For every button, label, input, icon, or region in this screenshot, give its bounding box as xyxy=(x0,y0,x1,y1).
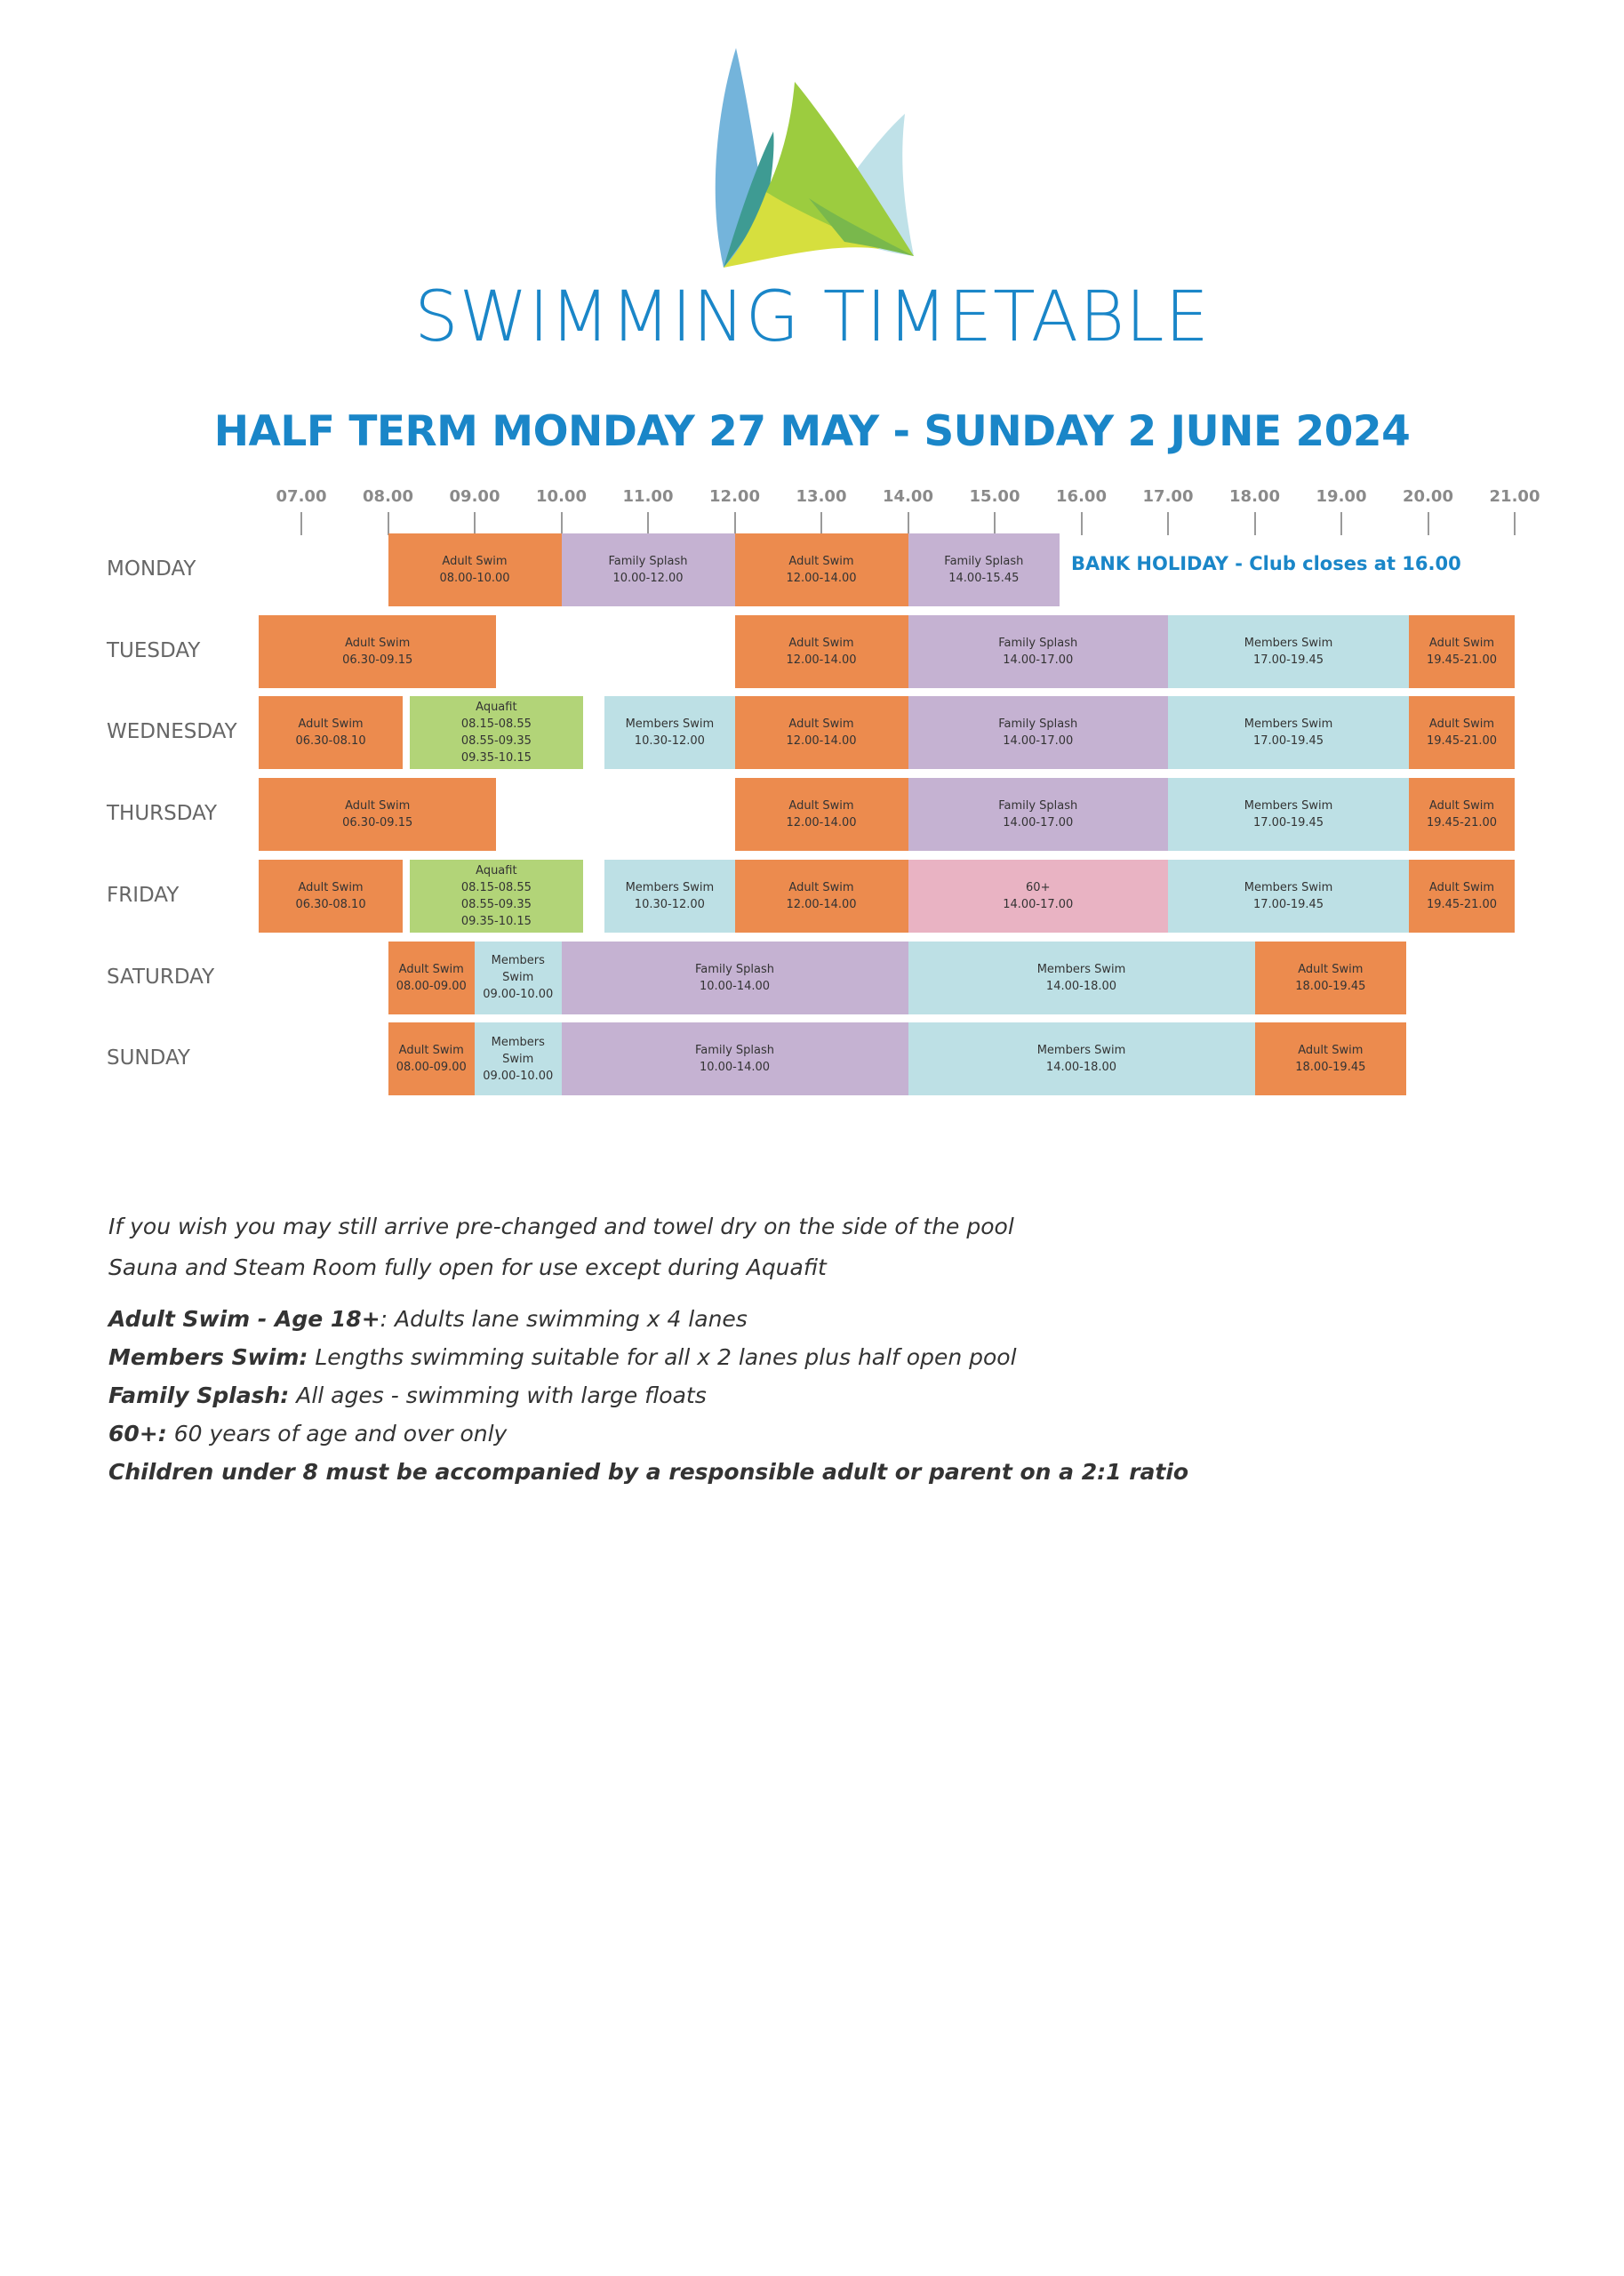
session-label: Adult Swim 19.45-21.00 xyxy=(1426,636,1498,667)
hour-tick xyxy=(647,512,649,535)
session-block-family xyxy=(908,615,1169,688)
note-adult-swim xyxy=(108,1306,748,1332)
hour-label: 15.00 xyxy=(969,487,1020,506)
session-label: Members Swim 09.00-10.00 xyxy=(483,954,554,1001)
session-label: Members Swim 14.00-18.00 xyxy=(1036,1044,1126,1075)
hour-tick xyxy=(1167,512,1169,535)
session-block-adult xyxy=(1255,942,1407,1014)
session-label: Adult Swim 08.00-09.00 xyxy=(396,962,467,993)
session-label: Members Swim 17.00-19.45 xyxy=(1244,880,1333,911)
hour-tick xyxy=(300,512,302,535)
session-label: Adult Swim 19.45-21.00 xyxy=(1426,799,1498,830)
session-block-members xyxy=(604,860,734,933)
session-block-adult xyxy=(388,533,562,606)
hour-label: 12.00 xyxy=(709,487,760,506)
note-sixty-desc: 60 years of age and over only xyxy=(166,1421,508,1447)
session-label: Adult Swim 06.30-09.15 xyxy=(342,799,413,830)
session-label: Family Splash 14.00-17.00 xyxy=(998,636,1078,667)
hour-label: 10.00 xyxy=(536,487,587,506)
note-sixty-term: 60+: xyxy=(108,1421,167,1447)
session-label: Members Swim 17.00-19.45 xyxy=(1244,636,1333,667)
session-block-sixty xyxy=(908,860,1169,933)
note-sixty-plus xyxy=(108,1421,507,1447)
session-block-adult xyxy=(735,860,908,933)
session-block-members xyxy=(1168,615,1409,688)
note-members-term: Members Swim: xyxy=(108,1344,308,1370)
hour-label: 13.00 xyxy=(796,487,847,506)
session-label: 60+ 14.00-17.00 xyxy=(1003,880,1074,911)
session-label: Adult Swim 06.30-09.15 xyxy=(342,636,413,667)
session-block-members xyxy=(604,696,734,769)
hour-label: 16.00 xyxy=(1056,487,1107,506)
session-block-adult xyxy=(1255,1022,1407,1095)
hour-label: 20.00 xyxy=(1403,487,1453,506)
session-label: Adult Swim 12.00-14.00 xyxy=(786,636,857,667)
session-block-adult xyxy=(388,1022,476,1095)
session-block-aquafit xyxy=(410,696,583,769)
note-sauna: Sauna and Steam Room fully open for use except during Aquafit xyxy=(108,1254,827,1280)
hour-tick xyxy=(1081,512,1083,535)
session-block-members xyxy=(1168,860,1409,933)
session-block-adult xyxy=(259,778,496,851)
hour-label: 17.00 xyxy=(1142,487,1194,506)
session-label: Family Splash 10.00-14.00 xyxy=(694,1044,775,1075)
hour-tick xyxy=(1514,512,1516,535)
session-label: Adult Swim 12.00-14.00 xyxy=(786,799,857,830)
session-block-members xyxy=(475,942,562,1014)
day-label-thursday: THURSDAY xyxy=(107,802,218,826)
hour-tick xyxy=(561,512,563,535)
session-label: Adult Swim 19.45-21.00 xyxy=(1426,880,1498,911)
day-label-monday: MONDAY xyxy=(107,557,196,581)
sail-logo xyxy=(702,43,960,283)
session-label: Family Splash 14.00-15.45 xyxy=(944,555,1024,585)
session-label: Adult Swim 12.00-14.00 xyxy=(786,880,857,911)
note-family-term: Family Splash: xyxy=(108,1382,290,1408)
session-label: Family Splash 10.00-12.00 xyxy=(608,555,688,585)
session-label: Adult Swim 06.30-08.10 xyxy=(295,880,366,911)
session-label: Members Swim 14.00-18.00 xyxy=(1036,962,1126,993)
session-label: Family Splash 14.00-17.00 xyxy=(998,799,1078,830)
session-block-adult xyxy=(1409,778,1515,851)
session-block-family xyxy=(562,1022,908,1095)
session-label: Adult Swim 12.00-14.00 xyxy=(786,555,857,585)
hour-label: 11.00 xyxy=(622,487,674,506)
session-label: Adult Swim 08.00-09.00 xyxy=(396,1044,467,1075)
hour-label: 07.00 xyxy=(276,487,327,506)
session-block-adult xyxy=(735,696,908,769)
session-block-members xyxy=(908,942,1255,1014)
session-block-members xyxy=(475,1022,562,1095)
session-block-adult xyxy=(735,778,908,851)
day-label-tuesday: TUESDAY xyxy=(107,638,201,662)
session-label: Members Swim 17.00-19.45 xyxy=(1244,717,1333,749)
note-adult-desc: : Adults lane swimming x 4 lanes xyxy=(380,1306,748,1332)
day-label-wednesday: WEDNESDAY xyxy=(107,720,237,744)
session-block-adult xyxy=(735,615,908,688)
hour-tick xyxy=(1428,512,1429,535)
page-subtitle: HALF TERM MONDAY 27 MAY - SUNDAY 2 JUNE 2024 xyxy=(213,407,1411,456)
hour-label: 18.00 xyxy=(1229,487,1280,506)
session-block-adult xyxy=(735,533,908,606)
hour-label: 21.00 xyxy=(1489,487,1540,506)
hour-tick xyxy=(908,512,909,535)
session-label: Adult Swim 18.00-19.45 xyxy=(1295,962,1366,993)
session-block-adult xyxy=(388,942,476,1014)
session-label: Members Swim 10.30-12.00 xyxy=(625,717,715,749)
session-block-family xyxy=(562,533,735,606)
hour-label: 14.00 xyxy=(883,487,933,506)
session-label: Adult Swim 06.30-08.10 xyxy=(295,717,366,749)
hour-tick xyxy=(388,512,389,535)
session-label: Members Swim 17.00-19.45 xyxy=(1244,799,1333,830)
day-label-sunday: SUNDAY xyxy=(107,1046,190,1070)
session-block-family xyxy=(908,778,1169,851)
hour-label: 19.00 xyxy=(1316,487,1367,506)
note-family-desc: All ages - swimming with large floats xyxy=(289,1382,707,1408)
session-label: Members Swim 09.00-10.00 xyxy=(483,1035,554,1083)
session-label: Family Splash 14.00-17.00 xyxy=(998,717,1078,749)
bank-holiday-note: BANK HOLIDAY - Club closes at 16.00 xyxy=(1071,553,1461,574)
session-block-adult xyxy=(1409,696,1515,769)
note-members-desc: Lengths swimming suitable for all x 2 lanes plus half open pool xyxy=(308,1344,1017,1370)
session-block-adult xyxy=(259,696,403,769)
session-block-members xyxy=(1168,778,1409,851)
note-children: Children under 8 must be accompanied by a responsible adult or parent on a 2:1 ratio xyxy=(108,1459,1189,1485)
session-label: Aquafit 08.15-08.55 08.55-09.35 09.35-10.15 xyxy=(460,701,532,765)
session-label: Family Splash 10.00-14.00 xyxy=(694,962,775,993)
session-label: Members Swim 10.30-12.00 xyxy=(625,880,715,911)
session-label: Aquafit 08.15-08.55 08.55-09.35 09.35-10.15 xyxy=(460,863,532,928)
day-label-saturday: SATURDAY xyxy=(107,965,215,989)
hour-tick xyxy=(734,512,736,535)
session-block-members xyxy=(1168,696,1409,769)
session-block-family xyxy=(908,533,1060,606)
session-block-aquafit xyxy=(410,860,583,933)
note-members-swim xyxy=(108,1344,1017,1370)
session-block-adult xyxy=(259,860,403,933)
hour-tick xyxy=(1254,512,1256,535)
session-block-adult xyxy=(259,615,496,688)
hour-label: 09.00 xyxy=(449,487,500,506)
session-label: Adult Swim 08.00-10.00 xyxy=(439,555,510,585)
session-block-adult xyxy=(1409,615,1515,688)
session-label: Adult Swim 18.00-19.45 xyxy=(1295,1044,1366,1075)
note-adult-term: Adult Swim - Age 18+ xyxy=(108,1306,380,1332)
session-label: Adult Swim 12.00-14.00 xyxy=(786,717,857,749)
session-block-adult xyxy=(1409,860,1515,933)
note-family-splash xyxy=(108,1382,707,1408)
session-block-family xyxy=(908,696,1169,769)
note-prechanged: If you wish you may still arrive pre-changed and towel dry on the side of the pool xyxy=(108,1214,1014,1239)
hour-tick xyxy=(1340,512,1342,535)
session-block-family xyxy=(562,942,908,1014)
session-label: Adult Swim 19.45-21.00 xyxy=(1426,717,1498,749)
hour-tick xyxy=(820,512,822,535)
session-block-members xyxy=(908,1022,1255,1095)
page-title: SWIMMING TIMETABLE xyxy=(414,277,1210,357)
hour-tick xyxy=(994,512,996,535)
day-label-friday: FRIDAY xyxy=(107,883,180,907)
hour-tick xyxy=(474,512,476,535)
hour-label: 08.00 xyxy=(363,487,413,506)
